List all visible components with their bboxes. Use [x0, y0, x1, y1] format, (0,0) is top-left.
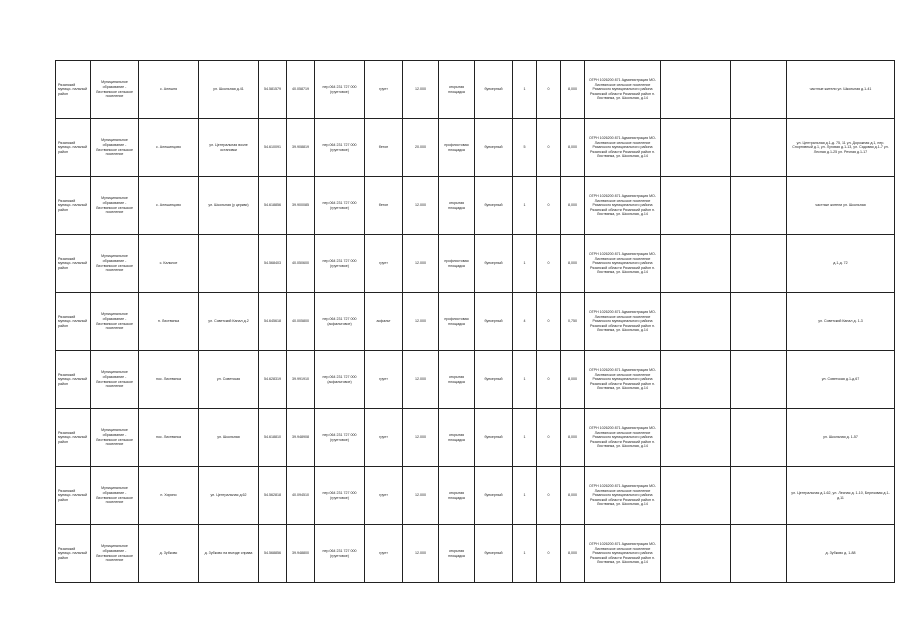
table-cell-c6: пер.064 231 727 000 (асфальтовое) [315, 351, 365, 409]
table-cell-c15 [661, 177, 731, 235]
table-cell-c1: Муниципальное образование - Листвянское сельское поселение [91, 177, 139, 235]
table-cell-c17: д.1-д. 72 [787, 235, 895, 293]
table-cell-c7: асфальт [365, 293, 403, 351]
table-cell-c8: 12.000 [403, 525, 439, 583]
table-cell-c1: Муниципальное образование - Листвянское сельское поселение [91, 525, 139, 583]
table-cell-c11: 1 [513, 235, 537, 293]
table-cell-c16 [731, 293, 787, 351]
table-cell-c3: ул. Центральная возле остановки [199, 119, 259, 177]
table-cell-c5: 40.050600 [287, 235, 315, 293]
table-cell-c17: ул. Центральная д.1-д. 75, 11 ул. Дорожная д.1, пер. Спортивный д.1, ул. Луговая д.1-13, ул. Садовая д.1-7 ул. Лесная д.1-25 ул. Речная д.1-17 [787, 119, 895, 177]
table-cell-c11: 5 [513, 119, 537, 177]
table-cell-c9: открытая площадка [439, 177, 475, 235]
table-cell-c15 [661, 467, 731, 525]
table-row [56, 293, 895, 351]
table-row [56, 467, 895, 525]
table-cell-c11: 1 [513, 61, 537, 119]
table-cell-c9: открытая площадка [439, 351, 475, 409]
table-cell-c3: ул. Школьная д.41 [199, 61, 259, 119]
table-cell-c1: Муниципальное образование - Листвянское сельское поселение [91, 119, 139, 177]
table-cell-c3: ул. Школьная [199, 409, 259, 467]
table-cell-c7: грунт [365, 525, 403, 583]
table-cell-c13: 0,750 [561, 293, 585, 351]
table-row [56, 235, 895, 293]
table-cell-c16 [731, 409, 787, 467]
table-cell-c7: бетон [365, 177, 403, 235]
table-row [56, 351, 895, 409]
table-cell-c15 [661, 351, 731, 409]
registry-table [55, 60, 895, 583]
table-cell-c10: бункерный [475, 525, 513, 583]
table-cell-c0: Рязанский муници- пальный район [56, 351, 91, 409]
table-cell-c15 [661, 235, 731, 293]
table-cell-c8: 12.000 [403, 177, 439, 235]
table-cell-c2: с. Кальное [139, 235, 199, 293]
table-cell-c3: ул. Школьная (у церкви) [199, 177, 259, 235]
table-cell-c5: 39.948908 [287, 409, 315, 467]
table-cell-c10: бункерный [475, 235, 513, 293]
table-row [56, 409, 895, 467]
table-cell-c5: 39.948800 [287, 525, 315, 583]
table-cell-c16 [731, 61, 787, 119]
table-cell-c16 [731, 351, 787, 409]
table-cell-c9: профлистовая площадка [439, 293, 475, 351]
table-cell-c10: бункерный [475, 61, 513, 119]
table-cell-c10: бункерный [475, 293, 513, 351]
table-cell-c12: 0 [537, 467, 561, 525]
table-cell-c8: 12.000 [403, 351, 439, 409]
table-cell-c11: 1 [513, 177, 537, 235]
table-cell-c0: Рязанский муници- пальный район [56, 525, 91, 583]
table-cell-c14: ОГРН 1026200 871 Администрация МО- Листвянское сельское поселение Рязанского муниципального района Рязанской области Рязанский район п. Листвянка, ул. Школьная, д.14 [585, 293, 661, 351]
table-cell-c6: пер.064 231 727 000 (грунтовое) [315, 525, 365, 583]
table-cell-c11: 4 [513, 293, 537, 351]
table-cell-c13: 8,000 [561, 61, 585, 119]
table-row [56, 61, 895, 119]
table-cell-c0: Рязанский муници- пальный район [56, 235, 91, 293]
table-cell-c11: 1 [513, 467, 537, 525]
table-cell-c2: пос. Листвянка [139, 351, 199, 409]
table-cell-c10: бункерный [475, 467, 513, 525]
table-cell-c1: Муниципальное образование - Листвянское сельское поселение [91, 235, 139, 293]
table-cell-c16 [731, 177, 787, 235]
table-cell-c0: Рязанский муници- пальный район [56, 177, 91, 235]
table-row [56, 119, 895, 177]
table-cell-c3: ул. Советская [199, 351, 259, 409]
table-cell-c2: с. Алешня [139, 61, 199, 119]
table-cell-c6: пер.064 231 727 000 (грунтовое) [315, 177, 365, 235]
table-cell-c9: открытая площадка [439, 525, 475, 583]
table-cell-c16 [731, 119, 787, 177]
table-cell-c14: ОГРН 1026200 871 Администрация МО- Листвянское сельское поселение Рязанского муниципального района Рязанской области Рязанский район п. Листвянка, ул. Школьная, д.14 [585, 351, 661, 409]
table-cell-c2: п. Хирино [139, 467, 199, 525]
table-cell-c13: 8,000 [561, 235, 585, 293]
table-cell-c1: Муниципальное образование - Листвянское сельское поселение [91, 409, 139, 467]
table-cell-c12: 0 [537, 235, 561, 293]
table-cell-c17: ул. Советская д.1-д.67 [787, 351, 895, 409]
table-cell-c2: с. Алешинцово [139, 119, 199, 177]
table-cell-c0: Рязанский муници- пальный район [56, 119, 91, 177]
table-cell-c16 [731, 467, 787, 525]
table-cell-c12: 0 [537, 119, 561, 177]
table-cell-c13: 8,000 [561, 525, 585, 583]
table-cell-c6: пер.064 231 727 000 (грунтовое) [315, 409, 365, 467]
table-cell-c15 [661, 293, 731, 351]
table-cell-c5: 40.094510 [287, 467, 315, 525]
table-cell-c11: 1 [513, 351, 537, 409]
table-cell-c5: 40.058719 [287, 61, 315, 119]
table-cell-c4: 54.581579 [259, 61, 287, 119]
table-cell-c3: ул. Центральная д.62 [199, 467, 259, 525]
table-cell-c12: 0 [537, 351, 561, 409]
table-cell-c13: 8,000 [561, 177, 585, 235]
table-cell-c7: грунт [365, 235, 403, 293]
table-cell-c11: 1 [513, 409, 537, 467]
table-cell-c1: Муниципальное образование - Листвянское сельское поселение [91, 61, 139, 119]
table-cell-c4: 54.628319 [259, 351, 287, 409]
table-cell-c9: профлистовая площадка [439, 119, 475, 177]
table-cell-c8: 12.000 [403, 293, 439, 351]
table-cell-c3: ул. Советский Канал д.2 [199, 293, 259, 351]
table-cell-c17: частные жители ул. Школьная [787, 177, 895, 235]
table-cell-c17: ул. Советский Канал д. 1-3 [787, 293, 895, 351]
table-cell-c17: ул. Школьная д. 1-57 [787, 409, 895, 467]
table-cell-c17: частные жители ул. Школьная д.1-41 [787, 61, 895, 119]
table-cell-c13: 8,000 [561, 409, 585, 467]
table-cell-c4: 54.568856 [259, 525, 287, 583]
table-cell-c16 [731, 525, 787, 583]
table-cell-c13: 8,000 [561, 351, 585, 409]
table-cell-c3: д. Зубково на въезде справа [199, 525, 259, 583]
table-cell-c9: открытая площадка [439, 409, 475, 467]
table-cell-c14: ОГРН 1026200 871 Администрация МО- Листвянское сельское поселение Рязанского муниципального района Рязанской области Рязанский район п. Листвянка, ул. Школьная, д.14 [585, 409, 661, 467]
table-cell-c14: ОГРН 1026200 871 Администрация МО- Листвянское сельское поселение Рязанского муниципального района Рязанской области Рязанский район п. Листвянка, ул. Школьная, д.14 [585, 525, 661, 583]
table-cell-c7: грунт [365, 467, 403, 525]
table-cell-c15 [661, 525, 731, 583]
table-cell-c2: п. Листвянка [139, 293, 199, 351]
table-cell-c11: 1 [513, 525, 537, 583]
table-cell-c2: пос. Листвянка [139, 409, 199, 467]
table-cell-c8: 20.000 [403, 119, 439, 177]
table-body [56, 61, 895, 583]
table-cell-c3 [199, 235, 259, 293]
table-cell-c10: бункерный [475, 177, 513, 235]
table-cell-c5: 39.900085 [287, 177, 315, 235]
table-cell-c5: 39.908819 [287, 119, 315, 177]
table-cell-c8: 12.000 [403, 235, 439, 293]
table-cell-c14: ОГРН 1026200 871 Администрация МО- Листвянское сельское поселение Рязанского муниципального района Рязанской области Рязанский район п. Листвянка, ул. Школьная, д.14 [585, 61, 661, 119]
table-cell-c4: 54.562818 [259, 467, 287, 525]
table-cell-c13: 8,000 [561, 467, 585, 525]
table-cell-c2: д. Зубково [139, 525, 199, 583]
table-cell-c10: бункерный [475, 351, 513, 409]
table-cell-c6: пер.064 231 727 000 (асфальтовое) [315, 293, 365, 351]
table-cell-c17: д. Зубково д. 1-88 [787, 525, 895, 583]
table-cell-c12: 0 [537, 177, 561, 235]
table-cell-c9: профлистовая площадка [439, 235, 475, 293]
table-cell-c7: бетон [365, 119, 403, 177]
table-cell-c12: 0 [537, 525, 561, 583]
table-cell-c6: пер.064 231 727 000 (грунтовое) [315, 467, 365, 525]
table-cell-c9: открытая площадка [439, 467, 475, 525]
table-cell-c6: пер.064 231 727 000 (грунтовое) [315, 235, 365, 293]
table-cell-c14: ОГРН 1026200 871 Администрация МО- Листвянское сельское поселение Рязанского муниципального района Рязанской области Рязанский район п. Листвянка, ул. Школьная, д.14 [585, 177, 661, 235]
table-cell-c12: 0 [537, 293, 561, 351]
table-cell-c4: 54.610091 [259, 119, 287, 177]
table-cell-c0: Рязанский муници- пальный район [56, 293, 91, 351]
table-cell-c14: ОГРН 1026200 871 Администрация МО- Листвянское сельское поселение Рязанского муниципального района Рязанской области Рязанский район п. Листвянка, ул. Школьная, д.14 [585, 467, 661, 525]
table-cell-c17: ул. Центральная д.1-62, ул. Лесная д. 1-10, Березовая д.1-д.11 [787, 467, 895, 525]
table-cell-c0: Рязанский муници- пальный район [56, 467, 91, 525]
table-cell-c2: с. Алешинцово [139, 177, 199, 235]
table-cell-c0: Рязанский муници- пальный район [56, 61, 91, 119]
table-row [56, 177, 895, 235]
table-cell-c15 [661, 61, 731, 119]
table-cell-c4: 54.618856 [259, 177, 287, 235]
table-cell-c5: 40.005800 [287, 293, 315, 351]
table-cell-c5: 39.991910 [287, 351, 315, 409]
table-cell-c10: бункерный [475, 409, 513, 467]
table-cell-c8: 12.000 [403, 61, 439, 119]
table-cell-c13: 8,000 [561, 119, 585, 177]
table-cell-c16 [731, 235, 787, 293]
table-cell-c14: ОГРН 1026200 871 Администрация МО- Листвянское сельское поселение Рязанского муниципального района Рязанской области Рязанский район п. Листвянка, ул. Школьная, д.14 [585, 235, 661, 293]
table-cell-c1: Муниципальное образование - Листвянское сельское поселение [91, 351, 139, 409]
table-cell-c9: открытая площадка [439, 61, 475, 119]
table-cell-c1: Муниципальное образование - Листвянское сельское поселение [91, 467, 139, 525]
table-cell-c15 [661, 119, 731, 177]
table-cell-c8: 12.000 [403, 467, 439, 525]
table-cell-c14: ОГРН 1026200 871 Администрация МО- Листвянское сельское поселение Рязанского муниципального района Рязанской области Рязанский район п. Листвянка, ул. Школьная, д.14 [585, 119, 661, 177]
table-cell-c4: 54.568403 [259, 235, 287, 293]
table-cell-c6: пер.064 231 727 000 (грунтовое) [315, 61, 365, 119]
table-cell-c15 [661, 409, 731, 467]
table-cell-c1: Муниципальное образование - Листвянское сельское поселение [91, 293, 139, 351]
table-cell-c6: пер.064 231 727 000 (грунтовое) [315, 119, 365, 177]
table-cell-c8: 12.000 [403, 409, 439, 467]
table-cell-c0: Рязанский муници- пальный район [56, 409, 91, 467]
table-cell-c4: 54.618810 [259, 409, 287, 467]
table-cell-c7: грунт [365, 61, 403, 119]
table-cell-c4: 54.645618 [259, 293, 287, 351]
table-cell-c12: 0 [537, 61, 561, 119]
table-cell-c10: бункерный [475, 119, 513, 177]
table-cell-c12: 0 [537, 409, 561, 467]
table-cell-c7: грунт [365, 409, 403, 467]
table-cell-c7: грунт [365, 351, 403, 409]
table-row [56, 525, 895, 583]
